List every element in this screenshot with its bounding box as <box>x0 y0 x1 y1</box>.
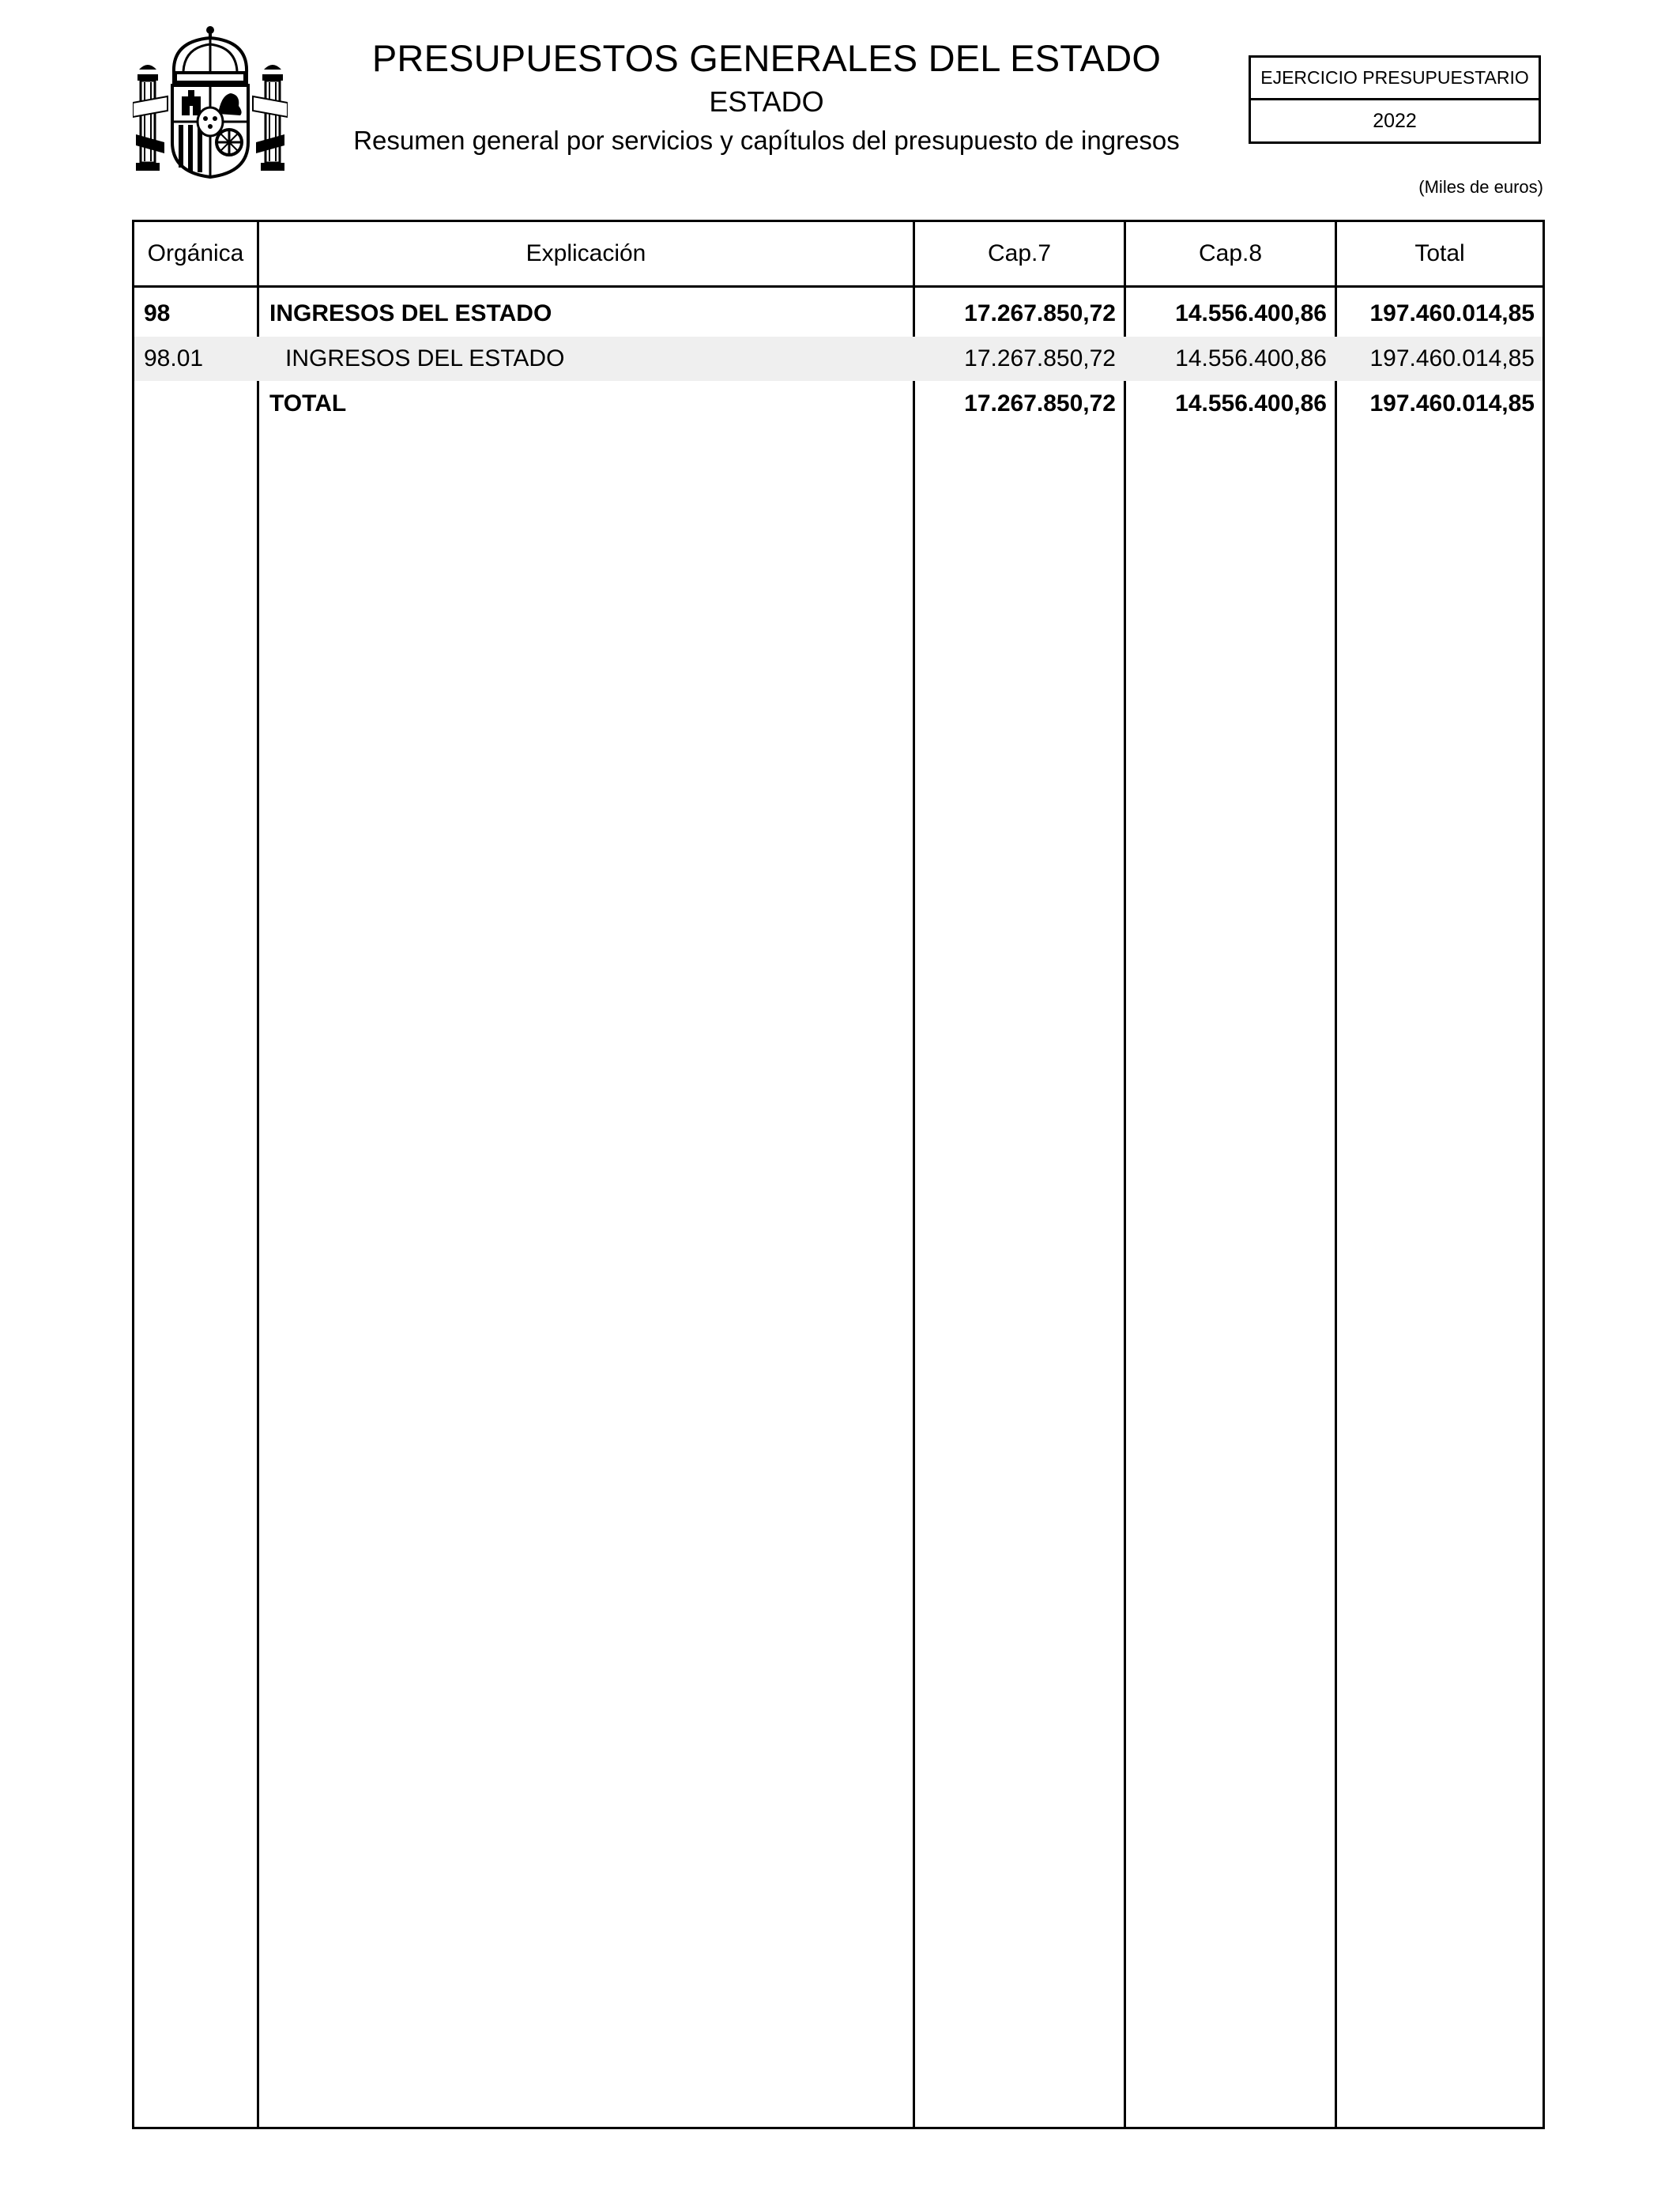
cell-cap8: 14.556.400,86 <box>1175 345 1327 371</box>
column-divider <box>1335 222 1337 2127</box>
page-subtitle: ESTADO <box>709 85 824 118</box>
cell-organica: 98.01 <box>144 345 204 371</box>
fiscal-year-box <box>1249 55 1541 144</box>
table-row <box>134 292 1543 336</box>
cell-explicacion: INGRESOS DEL ESTADO <box>285 345 565 371</box>
page-title: PRESUPUESTOS GENERALES DEL ESTADO <box>371 37 1162 79</box>
cell-cap7: 17.267.850,72 <box>964 390 1116 417</box>
cell-cap8: 14.556.400,86 <box>1175 300 1327 326</box>
column-header-cap8: Cap.8 <box>1198 240 1263 266</box>
column-divider <box>257 222 259 2127</box>
fiscal-year-label: EJERCICIO PRESUPUESTARIO <box>1251 58 1539 100</box>
fiscal-year-value: 2022 <box>1373 110 1417 132</box>
column-header-explicacion: Explicación <box>525 240 646 266</box>
cell-total: 197.460.014,85 <box>1369 345 1535 371</box>
cell-explicacion: INGRESOS DEL ESTADO <box>269 300 552 326</box>
cell-total: 197.460.014,85 <box>1369 390 1535 417</box>
table-row <box>134 382 1543 426</box>
column-divider <box>913 222 915 2127</box>
page-description: Resumen general por servicios y capítulos del presupuesto de ingresos <box>353 126 1180 155</box>
cell-explicacion: TOTAL <box>269 390 347 417</box>
cell-cap8: 14.556.400,86 <box>1175 390 1327 417</box>
coat-of-arms-icon <box>133 24 288 180</box>
header <box>316 35 1217 158</box>
column-header-cap7: Cap.7 <box>987 240 1052 266</box>
budget-table <box>132 220 1545 2129</box>
cell-cap7: 17.267.850,72 <box>964 300 1116 326</box>
table-row <box>134 337 1543 381</box>
column-header-organica: Orgánica <box>147 240 244 266</box>
cell-cap7: 17.267.850,72 <box>964 345 1116 371</box>
units-note: (Miles de euros) <box>1418 177 1543 197</box>
cell-organica: 98 <box>144 300 171 326</box>
column-header-total: Total <box>1414 240 1465 266</box>
header-divider <box>134 285 1543 288</box>
cell-total: 197.460.014,85 <box>1369 300 1535 326</box>
column-divider <box>1124 222 1126 2127</box>
